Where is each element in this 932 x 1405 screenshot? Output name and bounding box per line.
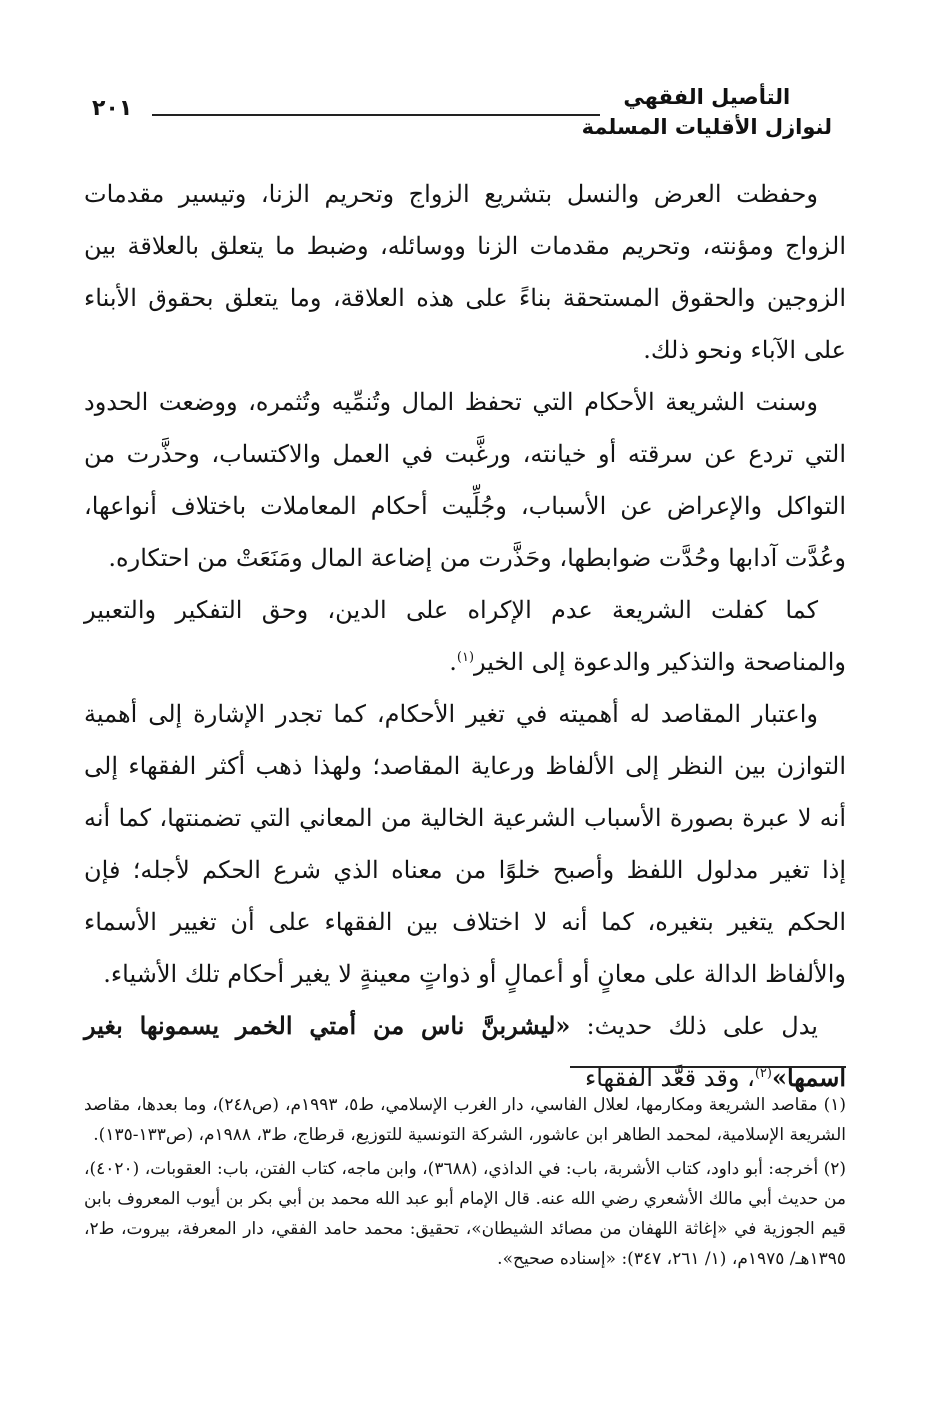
footnote-ref-1: (١)	[456, 650, 475, 665]
paragraph-3-end: .	[449, 648, 457, 676]
page-number: ٢٠١	[92, 96, 133, 121]
paragraph-1: وحفظت العرض والنسل بتشريع الزواج وتحريم الزنا، وتيسير مقدمات الزواج ومؤنته، وتحريم مقدمات الزنا ووسائله، وضبط ما يتعلق بالعلاقة بين الزوجين والحقوق المستحقة بناءً على هذه العلاقة، وما يتعلق بحقوق الأبناء على الآباء ونحو ذلك.	[84, 180, 847, 364]
footnote-1: (١) مقاصد الشريعة ومكارمها، لعلال الفاسي، دار الغرب الإسلامي، ط٥، ١٩٩٣م، (ص٢٤٨)، وما بعدها، مقاصد الشريعة الإسلامية، لمحمد الطاهر ابن عاشور، الشركة التونسية للتوزيع، قرطاج، ط٣، ١٩٨٨م، (ص١٣٣-١٣٥).	[84, 1095, 846, 1145]
footnotes	[84, 1090, 846, 1278]
footnote-ref-2: (٢)	[754, 1066, 772, 1081]
paragraph-5-tail: ، وقد قعَّد الفقهاء	[584, 1064, 755, 1092]
footnote-2: (٢) أخرجه: أبو داود، كتاب الأشربة، باب: في الداذي، (٣٦٨٨)، وابن ماجه، كتاب الفتن، باب: العقوبات، (٤٠٢٠)، من حديث أبي مالك الأشعري رضي الله عنه. قال الإمام أبو عبد الله محمد بن أبي بكر بن أيوب المعروف بابن قيم الجوزية في «إغاثة اللهفان من مصائد الشيطان»، تحقيق: محمد حامد الفقي، دار المعرفة، بيروت، ط٢، ١٣٩٥هـ/ ١٩٧٥م، (١/ ٢٦١، ٣٤٧): «إسناده صحيح».	[84, 1159, 847, 1269]
paragraph-4: واعتبار المقاصد له أهميته في تغير الأحكام، كما تجدر الإشارة إلى أهمية التوازن بين النظر إلى الألفاظ ورعاية المقاصد؛ ولهذا ذهب أكثر الفقهاء إلى أنه لا عبرة بصورة الأسباب الشرعية الخالية من المعاني التي تضمنتها، كما أنه إذا تغير مدلول اللفظ وأصبح خلوًا من معناه الذي شرع الحكم لأجله؛ فإن الحكم يتغير بتغيره، كما أنه لا اختلاف بين الفقهاء على أن تغيير الأسماء والألفاظ الدالة على معانٍ أو أعمالٍ أو ذواتٍ معينةٍ لا يغير أحكام تلك الأشياء.	[84, 700, 846, 988]
hadith-quote: «ليشربنَّ ناس من أمتي الخمر يسمونها بغير اسمها»	[84, 1011, 846, 1092]
main-text	[84, 168, 846, 1104]
paragraph-5	[84, 1000, 846, 1104]
footnote-separator	[570, 1066, 846, 1068]
book-title-line-1: التأصيل الفقهي	[623, 85, 791, 109]
book-title	[582, 82, 832, 142]
paragraph-5-lead: يدل على ذلك حديث:	[570, 1012, 818, 1040]
book-title-line-2: لنوازل الأقليات المسلمة	[581, 115, 832, 139]
paragraph-3-text: كما كفلت الشريعة عدم الإكراه على الدين، وحق التفكير والتعبير والمناصحة والتذكير والدعوة إلى الخير	[84, 596, 846, 676]
header-rule	[152, 114, 600, 116]
page-header	[92, 82, 832, 152]
paragraph-2: وسنت الشريعة الأحكام التي تحفظ المال وتُنمِّيه وتُثمره، ووضعت الحدود التي تردع عن سرقته أو خيانته، ورغَّبت في العمل والاكتساب، وحذَّرت من التواكل والإعراض عن الأسباب، وجُلِّيت أحكام المعاملات باختلاف أنواعها، وعُدَّت آدابها وحُدَّت ضوابطها، وحَذَّرت من إضاعة المال ومَنَعَتْ من احتكاره.	[84, 388, 846, 572]
paragraph-3	[84, 584, 846, 688]
